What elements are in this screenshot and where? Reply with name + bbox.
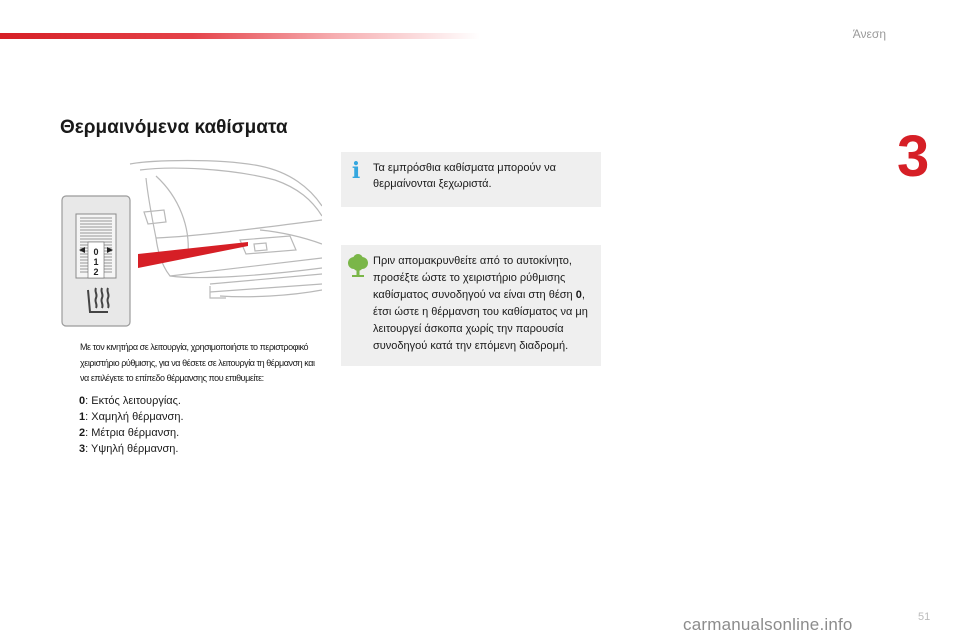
- dial-label-2: 2: [93, 267, 99, 277]
- dial-label-1: 1: [93, 257, 99, 267]
- level-key: 0: [79, 395, 86, 407]
- level-key: 1: [79, 411, 86, 423]
- heated-seat-control-illustration: [60, 158, 322, 328]
- info-box: [341, 152, 601, 207]
- section-name: Άνεση: [852, 27, 886, 41]
- watermark: carmanualsonline.info: [683, 615, 853, 634]
- level-text: : Χαμηλή θέρμανση.: [85, 411, 184, 423]
- chapter-number: 3: [897, 124, 930, 189]
- instruction-text: Με τον κινητήρα σε λειτουργία, χρησιμοποιήστε το περιστροφικό χειριστήριο ρύθμισης, για να θέσετε σε λειτουργία τη θέρμανση και να επιλέγετε το επίπεδο θέρμανσης που επιθυμείτε:: [80, 342, 315, 383]
- eco-bold-value: 0: [575, 289, 582, 301]
- info-text: Τα εμπρόσθια καθίσματα μπορούν να θερμαίνονται ξεχωριστά.: [373, 162, 556, 190]
- tree-icon: [346, 254, 370, 278]
- seat-heat-panel: [62, 196, 130, 326]
- eco-tip-box: [341, 245, 601, 366]
- info-icon: i: [351, 158, 361, 184]
- heat-levels-list: [79, 393, 184, 457]
- eco-text-after: , έτσι ώστε η θέρμανση του καθίσματος να μη λειτουργεί άσκοπα χωρίς την παρουσία συνοδηγού κατά την επόμενη διαδρομή.: [373, 289, 588, 352]
- instruction-paragraph: [60, 340, 325, 387]
- seat-drawing: [130, 161, 322, 299]
- list-item: [79, 425, 184, 441]
- list-item: [79, 441, 184, 457]
- page-number: 51: [918, 611, 931, 623]
- level-key: 2: [79, 427, 86, 439]
- level-key: 3: [79, 443, 86, 455]
- dial-label-0: 0: [93, 247, 99, 257]
- eco-tip-text: [373, 253, 597, 355]
- level-text: : Εκτός λειτουργίας.: [85, 395, 181, 407]
- list-item: [79, 393, 184, 409]
- pointer-arrow: [138, 242, 248, 268]
- list-item: [79, 409, 184, 425]
- level-text: : Υψηλή θέρμανση.: [85, 443, 179, 455]
- level-text: : Μέτρια θέρμανση.: [85, 427, 180, 439]
- header-accent-bar: [0, 33, 480, 39]
- page-title: Θερμαινόμενα καθίσματα: [60, 117, 288, 138]
- eco-text-before: Πριν απομακρυνθείτε από το αυτοκίνητο, προσέξτε ώστε το χειριστήριο ρύθμισης καθίσματος συνοδηγού να είναι στη θέση: [373, 255, 576, 301]
